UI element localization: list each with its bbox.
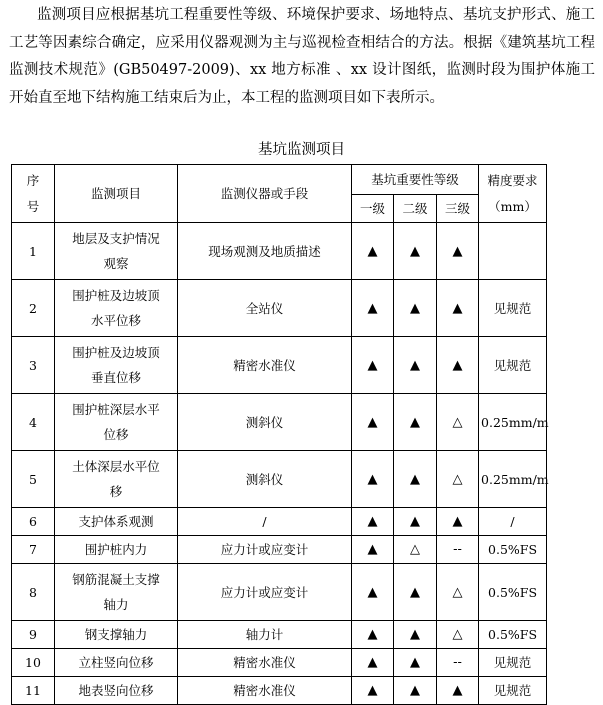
row-item-line: 移 bbox=[109, 484, 123, 499]
row-number: 9 bbox=[12, 621, 55, 649]
table-row bbox=[12, 621, 547, 649]
row-level3-mark: -- bbox=[437, 649, 479, 677]
row-item bbox=[55, 564, 178, 621]
row-level1-mark: ▲ bbox=[352, 677, 394, 705]
header-level2: 二级 bbox=[394, 195, 437, 223]
row-item bbox=[55, 394, 178, 451]
row-precision: 见规范 bbox=[479, 677, 547, 705]
row-level2-mark: △ bbox=[394, 536, 437, 564]
row-level1-mark: ▲ bbox=[352, 337, 394, 394]
row-level3-mark: ▲ bbox=[437, 337, 479, 394]
row-number: 4 bbox=[12, 394, 55, 451]
row-instrument: 测斜仪 bbox=[178, 394, 352, 451]
row-level3-mark: △ bbox=[437, 394, 479, 451]
row-item-line: 围护桩及边坡顶 bbox=[72, 345, 160, 360]
row-instrument: 精密水准仪 bbox=[178, 649, 352, 677]
row-item bbox=[55, 508, 178, 536]
table-row bbox=[12, 677, 547, 705]
row-item-line: 轴力 bbox=[103, 597, 129, 612]
row-instrument: 应力计或应变计 bbox=[178, 536, 352, 564]
row-level2-mark: ▲ bbox=[394, 649, 437, 677]
row-level2-mark: ▲ bbox=[394, 280, 437, 337]
table-row bbox=[12, 223, 547, 280]
table-row bbox=[12, 451, 547, 508]
table-row bbox=[12, 564, 547, 621]
row-instrument: 全站仪 bbox=[178, 280, 352, 337]
table-row bbox=[12, 536, 547, 564]
row-item-line: 支护体系观测 bbox=[78, 514, 154, 529]
row-instrument: 应力计或应变计 bbox=[178, 564, 352, 621]
row-level2-mark: ▲ bbox=[394, 564, 437, 621]
row-level2-mark: ▲ bbox=[394, 508, 437, 536]
row-level2-mark: ▲ bbox=[394, 394, 437, 451]
row-precision: 0.5%FS bbox=[479, 536, 547, 564]
row-level1-mark: ▲ bbox=[352, 536, 394, 564]
row-number: 11 bbox=[12, 677, 55, 705]
row-number: 5 bbox=[12, 451, 55, 508]
table-row bbox=[12, 649, 547, 677]
row-item-line: 围护桩及边坡顶 bbox=[72, 288, 160, 303]
row-item bbox=[55, 451, 178, 508]
row-level2-mark: ▲ bbox=[394, 223, 437, 280]
row-item-line: 围护桩深层水平 bbox=[72, 402, 160, 417]
row-number: 8 bbox=[12, 564, 55, 621]
row-level1-mark: ▲ bbox=[352, 394, 394, 451]
header-precision: 精度要求 （mm） bbox=[479, 165, 547, 223]
row-level1-mark: ▲ bbox=[352, 564, 394, 621]
table-title: 基坑监测项目 bbox=[258, 142, 345, 158]
row-level3-mark: ▲ bbox=[437, 223, 479, 280]
row-level2-mark: ▲ bbox=[394, 621, 437, 649]
row-number: 7 bbox=[12, 536, 55, 564]
row-precision: 见规范 bbox=[479, 280, 547, 337]
row-item-line: 观察 bbox=[103, 256, 129, 271]
header-level1: 一级 bbox=[352, 195, 394, 223]
row-level1-mark: ▲ bbox=[352, 223, 394, 280]
row-item-line: 立柱竖向位移 bbox=[78, 655, 154, 670]
row-precision: 0.25mm/m bbox=[479, 394, 547, 451]
row-number: 2 bbox=[12, 280, 55, 337]
row-level1-mark: ▲ bbox=[352, 621, 394, 649]
table-row bbox=[12, 508, 547, 536]
monitoring-table bbox=[11, 164, 547, 705]
row-precision: 见规范 bbox=[479, 337, 547, 394]
row-level1-mark: ▲ bbox=[352, 649, 394, 677]
header-instrument: 监测仪器或手段 bbox=[178, 165, 352, 223]
row-instrument: / bbox=[178, 508, 352, 536]
row-instrument: 精密水准仪 bbox=[178, 337, 352, 394]
row-item-line: 水平位移 bbox=[90, 313, 141, 328]
row-instrument: 精密水准仪 bbox=[178, 677, 352, 705]
header-seq: 序 号 bbox=[12, 165, 55, 223]
row-number: 1 bbox=[12, 223, 55, 280]
row-item bbox=[55, 621, 178, 649]
table-row bbox=[12, 394, 547, 451]
row-item-line: 土体深层水平位 bbox=[72, 459, 160, 474]
row-precision: 0.5%FS bbox=[479, 564, 547, 621]
row-level3-mark: -- bbox=[437, 536, 479, 564]
row-item-line: 垂直位移 bbox=[90, 370, 141, 385]
row-number: 6 bbox=[12, 508, 55, 536]
row-level3-mark: ▲ bbox=[437, 280, 479, 337]
row-level3-mark: △ bbox=[437, 451, 479, 508]
row-item bbox=[55, 677, 178, 705]
row-level3-mark: △ bbox=[437, 564, 479, 621]
row-instrument: 测斜仪 bbox=[178, 451, 352, 508]
row-instrument: 轴力计 bbox=[178, 621, 352, 649]
row-item-line: 地表竖向位移 bbox=[78, 683, 154, 698]
row-item-line: 钢筋混凝土支撑 bbox=[72, 572, 160, 587]
row-precision: / bbox=[479, 508, 547, 536]
row-level1-mark: ▲ bbox=[352, 508, 394, 536]
row-item bbox=[55, 649, 178, 677]
table-row bbox=[12, 337, 547, 394]
table-row bbox=[12, 280, 547, 337]
row-number: 3 bbox=[12, 337, 55, 394]
row-level3-mark: ▲ bbox=[437, 508, 479, 536]
row-level2-mark: ▲ bbox=[394, 451, 437, 508]
row-level1-mark: ▲ bbox=[352, 451, 394, 508]
header-item: 监测项目 bbox=[55, 165, 178, 223]
header-level3: 三级 bbox=[437, 195, 479, 223]
row-item bbox=[55, 280, 178, 337]
row-level3-mark: △ bbox=[437, 621, 479, 649]
row-precision: 0.5%FS bbox=[479, 621, 547, 649]
row-level1-mark: ▲ bbox=[352, 280, 394, 337]
row-item bbox=[55, 536, 178, 564]
row-item-line: 位移 bbox=[103, 427, 129, 442]
row-item bbox=[55, 223, 178, 280]
row-precision: 0.25mm/m bbox=[479, 451, 547, 508]
row-precision: 见规范 bbox=[479, 649, 547, 677]
row-level2-mark: ▲ bbox=[394, 337, 437, 394]
row-item-line: 地层及支护情况 bbox=[72, 231, 160, 246]
intro-paragraph: 监测项目应根据基坑工程重要性等级、环境保护要求、场地特点、基坑支护形式、施工工艺等因素综合确定，应采用仪器观测为主与巡视检查相结合的方法。根据《建筑基坑工程监测技术规范》(GB50497-2009)、xx 地方标准 、xx 设计图纸，监测时段为围护体施工开始直至地下结构施工结束后为止，本工程的监测项目如下表所示。 bbox=[9, 7, 595, 106]
header-importance: 基坑重要性等级 bbox=[352, 165, 479, 195]
row-item bbox=[55, 337, 178, 394]
row-level3-mark: ▲ bbox=[437, 677, 479, 705]
row-precision bbox=[479, 223, 547, 280]
row-item-line: 围护桩内力 bbox=[84, 542, 148, 557]
row-item-line: 钢支撑轴力 bbox=[84, 627, 148, 642]
row-instrument: 现场观测及地质描述 bbox=[178, 223, 352, 280]
row-level2-mark: ▲ bbox=[394, 677, 437, 705]
row-number: 10 bbox=[12, 649, 55, 677]
